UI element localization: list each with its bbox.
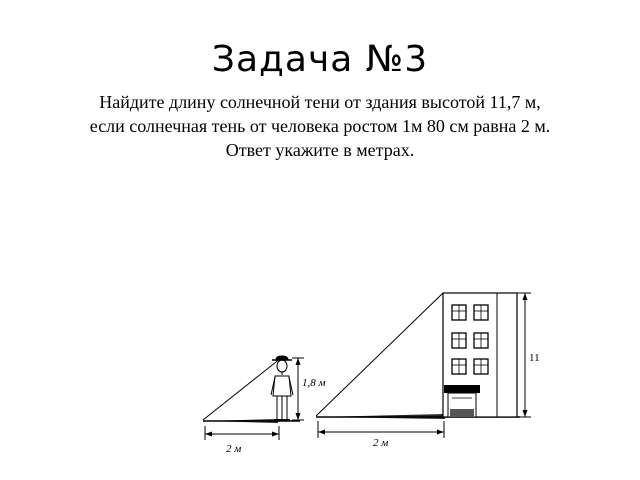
- building-scene: [316, 293, 540, 449]
- person-shadow-label: 2 м: [226, 443, 242, 455]
- problem-line-2: если солнечная тень от человека ростом 1м 80 см равна 2 м.: [89, 116, 551, 136]
- building-entrance: [444, 385, 480, 417]
- building-height-label: 11: [529, 352, 540, 364]
- problem-line-3: Ответ укажите в метрах.: [225, 140, 415, 160]
- slide-title: Задача №3: [211, 39, 429, 80]
- building: [443, 293, 517, 417]
- person-figure: [271, 356, 293, 420]
- problem-line-1: Найдите длину солнечной тени от здания высотой 11,7 м,: [99, 92, 541, 112]
- person-scene: [203, 356, 326, 455]
- person-sun-ray: [203, 358, 281, 420]
- person-shadow: [205, 419, 278, 423]
- building-sun-ray: [316, 293, 443, 416]
- building-shadow-label: 2 м: [373, 437, 389, 449]
- person-height-label: 1,8 м: [302, 377, 326, 389]
